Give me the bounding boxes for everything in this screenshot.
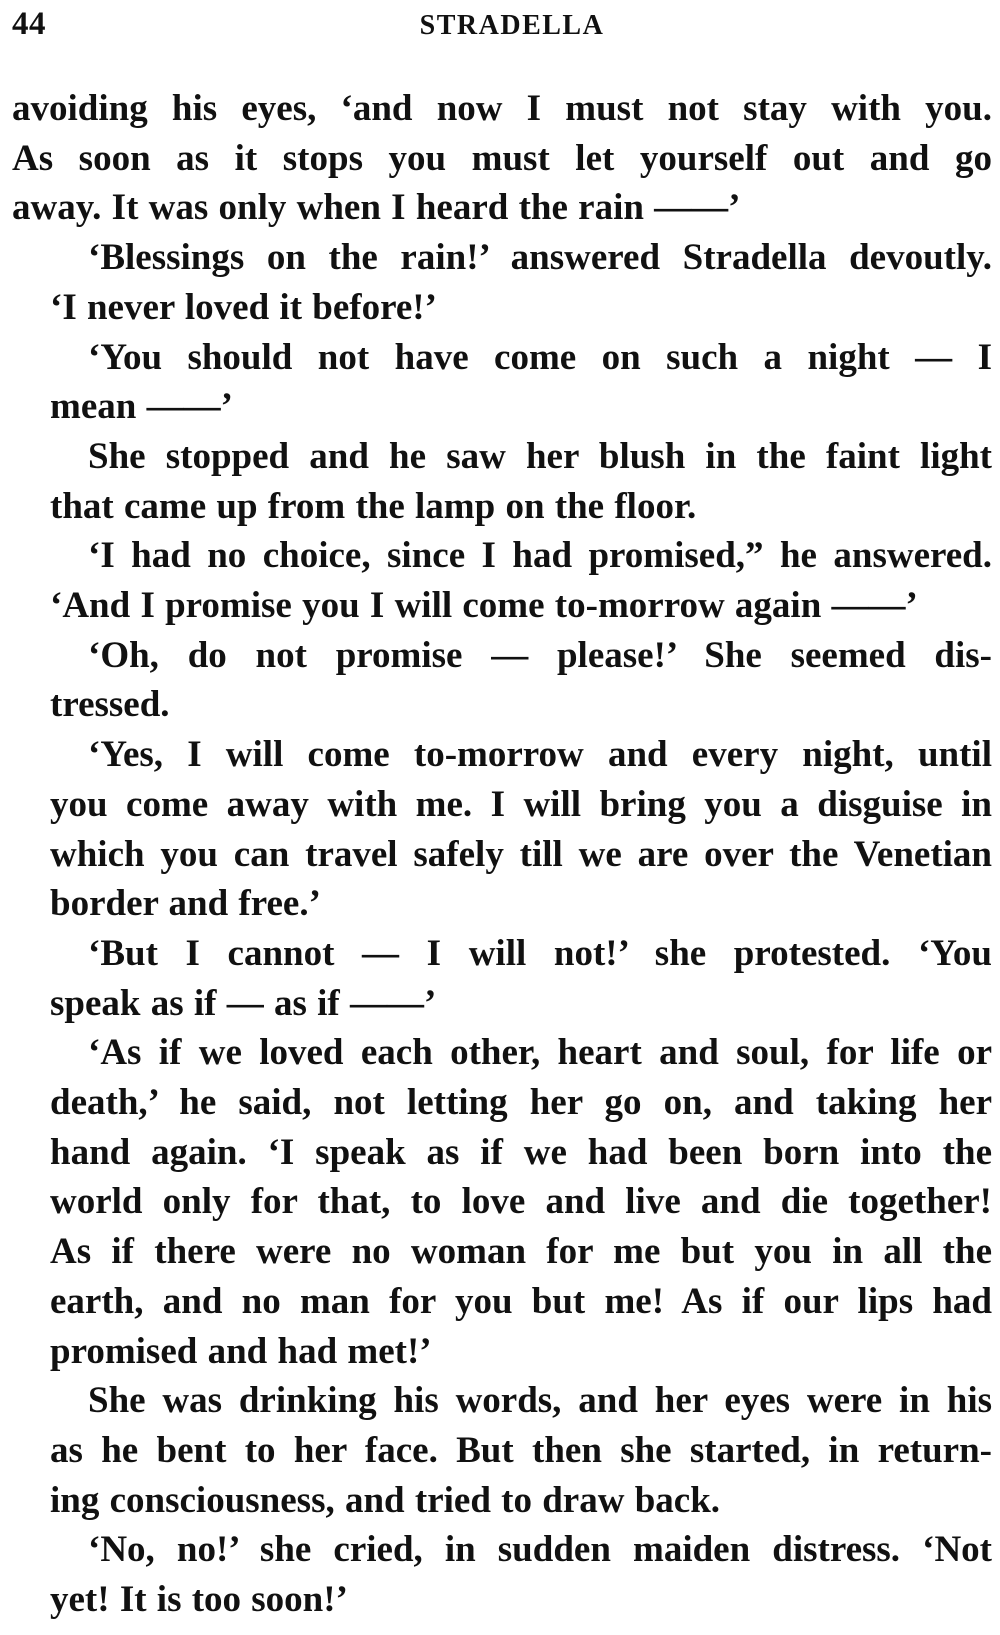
text-line: As if there were no woman for me but you in all the: [50, 1231, 992, 1273]
text-line: tressed.: [50, 684, 170, 726]
text-line: ‘I had no choice, since I had promised,” he answered.: [88, 535, 992, 577]
text-line: She was drinking his words, and her eyes were in his: [88, 1380, 992, 1422]
running-title: STRADELLA: [419, 10, 605, 41]
body-text: [12, 84, 992, 1625]
text-line: She stopped and he saw her blush in the faint light: [88, 435, 992, 477]
text-line: that came up from the lamp on the floor.: [50, 485, 697, 527]
text-line: ‘I never loved it before!’: [50, 286, 437, 328]
text-line: ‘Blessings on the rain!’ answered Stradella devoutly.: [88, 237, 992, 279]
paragraph: [12, 333, 992, 432]
text-line: yet! It is too soon!’: [50, 1579, 348, 1621]
text-line: promised and had met!’: [50, 1330, 432, 1372]
paragraph: [12, 1028, 992, 1376]
text-line: ‘You should not have come on such a night — I: [88, 336, 992, 378]
text-line: ‘But I cannot — I will not!’ she protested. ‘You: [88, 932, 992, 974]
text-line: ‘As if we loved each other, heart and soul, for life or: [88, 1032, 992, 1074]
text-line: As soon as it stops you must let yourself out and go: [12, 137, 992, 179]
text-line: hand again. ‘I speak as if we had been born into the: [50, 1131, 992, 1173]
paragraph: [12, 929, 992, 1028]
text-line: which you can travel safely till we are over the Venetian: [50, 833, 992, 875]
paragraph: [12, 1525, 992, 1624]
text-line: mean ——’: [50, 386, 233, 428]
text-line: speak as if — as if ——’: [50, 982, 437, 1024]
book-page: [12, 0, 992, 1635]
paragraph: [12, 730, 992, 929]
paragraph: [12, 1376, 992, 1525]
text-line: avoiding his eyes, ‘and now I must not stay with you.: [12, 88, 992, 129]
paragraph: [12, 531, 992, 630]
paragraph: [12, 432, 992, 531]
paragraph: [12, 631, 992, 730]
text-line: ing consciousness, and tried to draw back.: [50, 1479, 721, 1521]
running-head: [12, 4, 992, 54]
text-line: ‘Oh, do not promise — please!’ She seemed dis-: [88, 634, 992, 676]
text-line: border and free.’: [50, 883, 321, 925]
text-line: world only for that, to love and live and die together!: [50, 1181, 992, 1223]
text-line: you come away with me. I will bring you a disguise in: [50, 783, 992, 825]
text-line: away. It was only when I heard the rain ——’: [12, 187, 741, 229]
paragraph: [12, 84, 992, 233]
text-line: ‘And I promise you I will come to-morrow again ——’: [50, 585, 918, 627]
text-line: ‘Yes, I will come to-morrow and every night, until: [88, 734, 992, 776]
text-line: death,’ he said, not letting her go on, and taking her: [50, 1082, 992, 1124]
text-line: earth, and no man for you but me! As if our lips had: [50, 1280, 992, 1322]
page-number: 44: [12, 6, 46, 42]
text-line: as he bent to her face. But then she started, in return-: [50, 1429, 992, 1471]
text-line: ‘No, no!’ she cried, in sudden maiden distress. ‘Not: [88, 1529, 992, 1571]
paragraph: [12, 233, 992, 332]
